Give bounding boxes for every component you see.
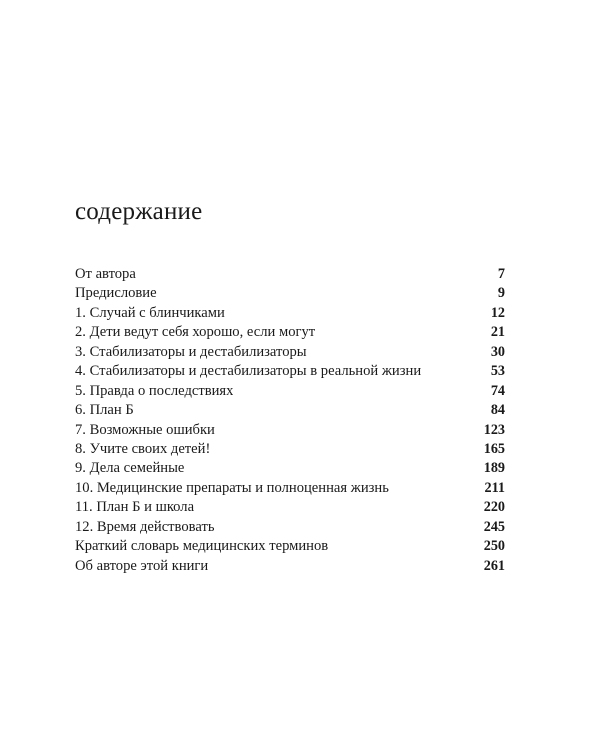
toc-entry-page: 30 — [490, 343, 505, 360]
table-of-contents — [75, 265, 505, 576]
toc-entry-page: 250 — [483, 538, 505, 555]
toc-entry-page: 189 — [483, 460, 505, 477]
toc-entry-page: 53 — [490, 363, 505, 380]
toc-entry-title: 11. План Б и школа — [75, 499, 195, 516]
toc-entry-title: 12. Время действовать — [75, 518, 215, 535]
toc-entry-page: 220 — [483, 499, 505, 516]
toc-entry-page: 21 — [490, 324, 505, 341]
toc-entry-page: 245 — [483, 518, 505, 535]
toc-entry-title: 4. Стабилизаторы и дестабилизаторы в реальной жизни — [75, 363, 422, 380]
toc-entry — [75, 284, 505, 303]
toc-entry-title: Об авторе этой книги — [75, 557, 209, 574]
toc-entry-page: 9 — [497, 285, 505, 302]
toc-entry — [75, 401, 505, 420]
toc-entry-page: 7 — [497, 266, 505, 282]
toc-heading: содержание — [75, 198, 203, 225]
toc-entry — [75, 304, 505, 323]
toc-entry-title: 10. Медицинские препараты и полноценная жизнь — [75, 479, 389, 496]
toc-entry-page: 211 — [484, 479, 505, 496]
toc-entry-title: 7. Возможные ошибки — [75, 421, 215, 438]
toc-entry-title: 5. Правда о последствиях — [75, 382, 234, 399]
toc-entry-title: Предисловие — [75, 285, 157, 302]
toc-entry — [75, 459, 505, 478]
toc-entry-title: 8. Учите своих детей! — [75, 440, 211, 457]
toc-entry-page: 74 — [490, 382, 505, 399]
toc-entry — [75, 479, 505, 498]
toc-entry — [75, 323, 505, 342]
toc-entry — [75, 362, 505, 381]
toc-entry-title: 2. Дети ведут себя хорошо, если могут — [75, 324, 316, 341]
toc-entry — [75, 498, 505, 517]
toc-entry — [75, 421, 505, 440]
toc-entry-page: 123 — [483, 421, 505, 438]
toc-entry-page: 165 — [483, 440, 505, 457]
toc-entry-title: 9. Дела семейные — [75, 460, 185, 477]
toc-entry — [75, 382, 505, 401]
toc-entry — [75, 343, 505, 362]
toc-entry-page: 84 — [490, 402, 505, 419]
toc-entry — [75, 265, 505, 284]
toc-entry-title: От автора — [75, 266, 136, 282]
toc-entry — [75, 557, 505, 576]
toc-entry — [75, 440, 505, 459]
toc-entry-title: 6. План Б — [75, 402, 134, 419]
toc-entry-title: 1. Случай с блинчиками — [75, 304, 225, 321]
toc-entry-title: 3. Стабилизаторы и дестабилизаторы — [75, 343, 307, 360]
toc-entry — [75, 518, 505, 537]
toc-entry-title: Краткий словарь медицинских терминов — [75, 538, 329, 555]
toc-entry-page: 12 — [490, 304, 505, 321]
toc-entry-page: 261 — [483, 557, 505, 574]
toc-entry — [75, 537, 505, 556]
